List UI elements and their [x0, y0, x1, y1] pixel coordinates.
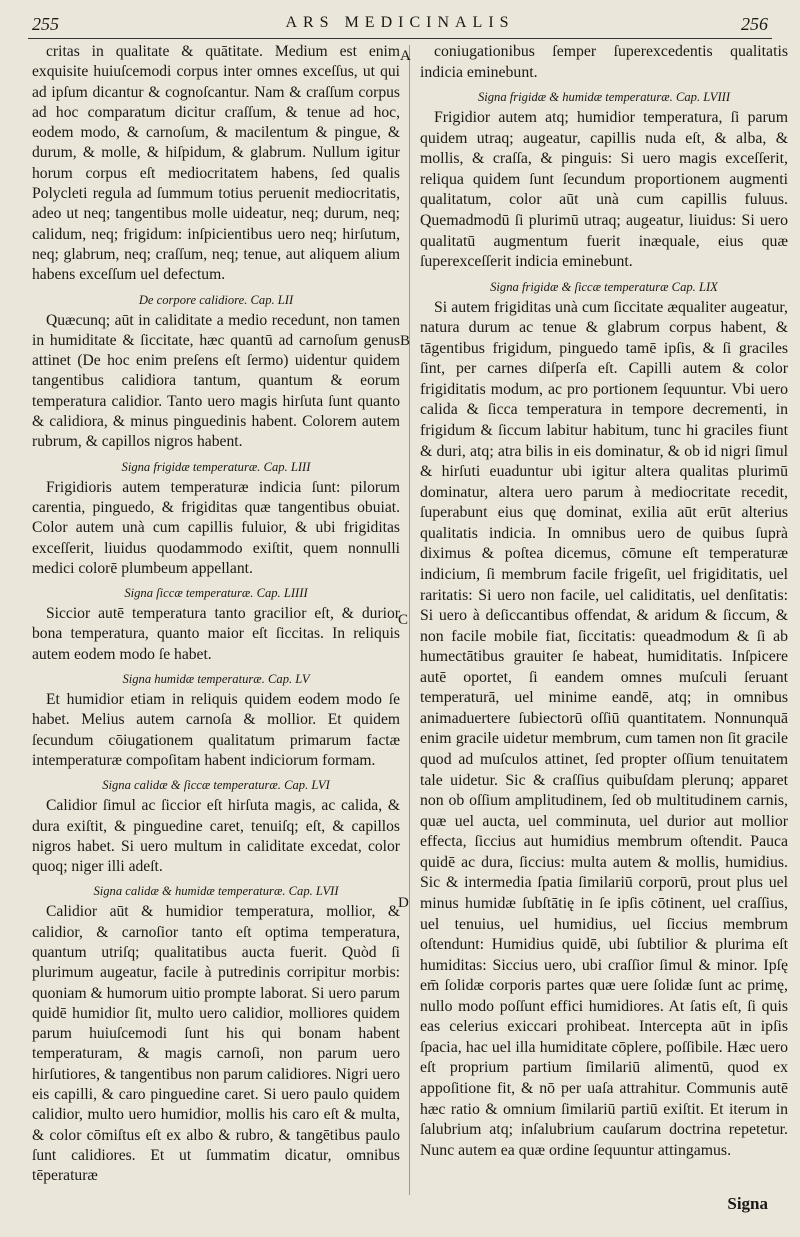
margin-letter-b: B [400, 333, 411, 349]
chapter-heading: Signa calidæ & humidæ temperaturæ. Cap. LVII [93, 884, 339, 899]
chapter-heading: De corpore calidiore. Cap. LII [138, 292, 294, 307]
paragraph: Calidior aūt & humidior temperatura, mollior, & calidior, & carnoſior tanto eſt optima temperatura, quantum utriſq; qualitatibus aucta fuerit. Quòd ſi plurimum augeatur, facile à putredinis corripitur morbis: quoniam & humorum uitio prompte laborat. Si uero parum quidē humidior ſit, multo uero calidior, molliores quidem parum huiuſcemodi ſunt his qui bonam habent temperaturam, & magis carnoſi, non parum uero hirſutiores, & tangentibus non parum calidiores. Nigri uero eis capilli, & caro pinguedine caret. Si uero paulo quidem calidior, multo uero humidior, mollis his caro eſt & multa, & color cōmiſtus eſt ex albo & rubro, & tangētibus paulo ſunt calidiores. Et ut ſummatim dicatur, omnibus tēperaturæ [32, 903, 400, 1185]
paragraph: Quæcunq; aūt in caliditate a medio recedunt, non tamen in humiditate & ſiccitate, hæc quantū ad carnoſum genus attinet (De hoc enim preſens eſt ſermo) uidentur quidem tangentibus calidiora tantum, quantum & eorum temperatura calidior. Tanto uero magis hirſuta ſunt quanto & calidiora, & minus pinguedinis habent. Colorem autem rubrum, & capillos nigros habent. [32, 311, 400, 451]
paragraph: Frigidioris autem temperaturæ indicia ſunt: pilorum carentia, pinguedo, & frigiditas quæ tangentibus obuiat. Color autem unà cum capillis fuluior, & ubi frigiditas exceſſerit, liuidus quodammodo exiſtit, quem nonnulli medici colorē plumbeum appellant. [32, 478, 400, 577]
running-header [28, 14, 772, 39]
chapter-heading: Signa humidæ temperaturæ. Cap. LV [122, 672, 310, 687]
chapter-heading: Signa frigidæ temperaturæ. Cap. LIII [121, 459, 311, 474]
chapter-heading: Signa frigidæ & ſiccæ temperaturæ Cap. LIX [490, 279, 718, 294]
running-title: ARS MEDICINALIS [285, 14, 515, 31]
chapter-heading: Signa calidæ & ſiccæ temperaturæ. Cap. LVI [102, 778, 330, 793]
page-number-right: 256 [741, 14, 768, 34]
paragraph: Si autem frigiditas unà cum ſiccitate æqualiter augeatur, natura durum ac tenue & glabrum corpus habent, & tāgentibus frigidum, pinguedo tamē ipſis, & ſi graciles ſint, per carnes diſperſa eſt. Capilli autem & color frigiditatis modum, ac pro portionem ſequuntur. Vbi uero calida & ſicca temperatura in tempore decrementi, in frigidum & ſiccum labitur habitum, tunc hi graciles fiunt & duri, atq; atra bilis in eis dominatur, & ob id nigri ſimul & hirſuti euaduntur ubi igitur altera qualitas plurimū dominatur, altera uero parum à mediocritate recedit, ſuperabunt eius quę dominat, exilia aūt erūt alterius qualitatis indicia. In omnibus uero de quibus ſuprà diximus & poſtea dicemus, cōmune eſt temperaturæ indicium, ſi membrum facile frigeſit, uel frigiditatis, uel raritatis: Si uero non facile, uel caliditatis, uel denſitatis: Si uero à deſiccantibus offendat, & aridum & ſiccum, & non facile mobile fiat, ſiccitatis: queadmodum & ſi ab humectātibus grauiter ſe habeat, humiditatis. Inſpicere autē oportet, ſi eandem omnes muſculi ſeruant temperaturā, uel minime eandē, atq; in omnibus animaduertere ſubiectorū oſſiū quantitatem. Nonnunquā enim gracile uidetur membrum, cum tamen non ſit gracile quod ad muſculos attinet, ſed propter oſſium tenuitatem tale uidetur. Sic & craſſius quibuſdam plerunq; apparet non ob oſſium amplitudinem, ſed ob multitudinem carnis, quæ uel aucta, uel comminuta, uel durior aut mollior effecta, ſiccius aut humidius membrum oſtendit. Pauca quidē ac dura, ſiccius: multa autem & mollis, humidius. Sic & intermedia ſpatia ſimilariū corporū, prout plus uel minus humidæ ſubſtātię in ſe ipſis cōtinent, uel craſſius, uel tenuius, uel humidius, uel ſiccius membrum oſtendunt: Humidius quidē, ubi ſubtilior & plurima eſt humiditas: Siccius uero, ubi craſſior ſimul & minor. Ipſę em̄ ſolidæ corporis partes quæ uere ſolidæ ſunt ac primę, nullo modo poſſunt effici humidiores. At ſatis eſt, ſi quis eas celerius exiccari prohibeat. Intercepta aūt in ipſis ſpacia, hac uel illa humiditate cōplere, poſſibile. Hæc uero eſt proprium partium ſimilariū alimentū, quod ex appoſitione fit, & nō per uaſa attrahitur. Communis autē hæc ratio & omnium ſimilariū partiū exiſtit. Et iterum in ſalubrium atq; inſalubrium cauſarum doctrina repetetur. Nunc autem ea quæ ordine ſequuntur attingamus. [420, 298, 788, 1159]
paragraph: Siccior autē temperatura tanto gracilior eſt, & durior bona temperatura, quanto maior eſt ſiccitas. In reliquis autem eodem modo ſe habet. [32, 605, 400, 663]
paragraph: critas in qualitate & quātitate. Medium est enim exquisite huiuſcemodi corpus inter omnes exceſſus, ut qui ad ipſum dicantur & cognoſcantur. Nam & craſſum corpus ad hoc comparatum dicitur craſſum, & tenue ad hoc, eodem modo, & carnoſum, & macilentum & pingue, & durum, & molle, & hiſpidum, & glabrum. Nullum igitur horum corpus eſt mediocritatem habens, ſed qualis Polycleti regula ad ſummum totius peruenit mediocritatis, adeo ut neq; tangentibus molle uideatur, neq; durum, neq; calidum, neq; frigidum: inſpicientibus uero neq; hirſutum, neq; glabrum, neq; craſſum, neq; tenue, aut aliquem alium habens exceſſum uel defectum. [32, 43, 400, 284]
chapter-heading: Signa ſiccæ temperaturæ. Cap. LIIII [124, 586, 308, 601]
column-divider [409, 45, 410, 1195]
chapter-heading: Signa frigidæ & humidæ temperaturæ. Cap. LVIII [477, 90, 731, 105]
margin-letter-a: A [400, 48, 411, 64]
paragraph: Et humidior etiam in reliquis quidem eodem modo ſe habet. Melius autem carnoſa & mollior. Et quidem ſecundum cōiugationem qualitatum primarum factæ intemperaturæ compoſitam habent indiciorum formam. [32, 691, 400, 769]
margin-letter-c: C [398, 612, 409, 628]
page-number-left: 255 [32, 14, 59, 34]
paragraph: Calidior ſimul ac ſiccior eſt hirſuta magis, ac calida, & dura exiſtit, & pinguedine caret, tenuiſq; eſt, & capillos nigros habet. Si uero multum in caliditate excedat, color quoq; niger illi adeſt. [32, 797, 400, 876]
margin-letter-d: D [398, 895, 409, 911]
right-text-column [420, 42, 788, 1161]
left-text-column [32, 42, 400, 1187]
paragraph: coniugationibus ſemper ſuperexcedentis qualitatis indicia eminebunt. [420, 43, 788, 81]
paragraph: Frigidior autem atq; humidior temperatura, ſi parum quidem utraq; augeatur, capillis nuda eſt, & alba, & mollis, & craſſa, & pinguis: Si uero magis exceſſerit, reliqua quidem ſunt ſecundum proportionem augmenti qualitatum, color aūt unà cum capillis fuluus. Quemadmodū ſi plurimū utraq; augeatur, liuidus: Si uero qualitatū augmentum fuerit inæquale, eius quæ ſuperexceſſerit indicia eminebunt. [420, 109, 788, 271]
catchword: Signa [727, 1194, 768, 1213]
